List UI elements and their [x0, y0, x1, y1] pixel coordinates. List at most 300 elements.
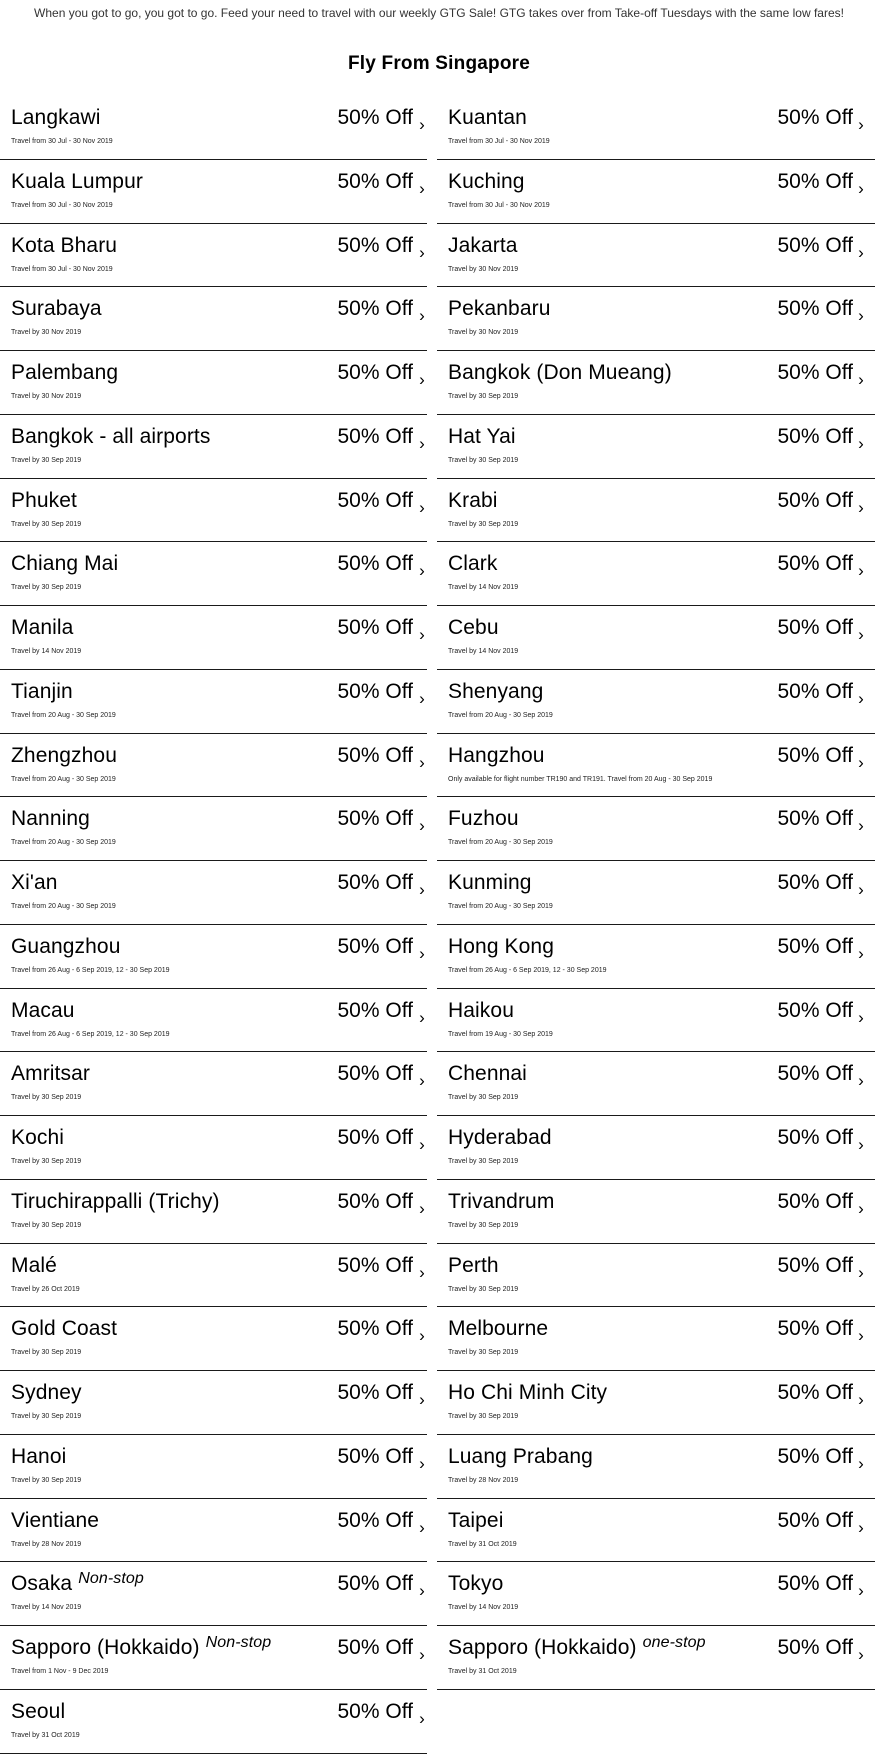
destination-row [0, 606, 878, 670]
chevron-right-icon: › [419, 1453, 425, 1473]
chevron-right-icon: › [419, 1581, 425, 1601]
discount-label: 50% Off [337, 233, 413, 257]
city-name: Hangzhou [448, 743, 545, 767]
travel-period: Travel by 30 Sep 2019 [448, 1094, 519, 1102]
destination-link[interactable] [0, 1626, 427, 1690]
chevron-right-icon: › [419, 178, 425, 198]
travel-period: Travel from 1 Nov - 9 Dec 2019 [11, 1668, 109, 1675]
discount-label: 50% Off [337, 679, 413, 703]
travel-period: Travel by 30 Sep 2019 [11, 1221, 82, 1229]
destination-link[interactable] [0, 1499, 427, 1563]
city-name: Langkawi [11, 106, 101, 129]
travel-period: Travel from 20 Aug - 30 Sep 2019 [11, 775, 116, 783]
city-name: Manila [11, 616, 74, 639]
chevron-right-icon: › [419, 433, 425, 453]
destination-link[interactable] [0, 224, 427, 288]
destination-row [0, 797, 878, 861]
city-name: Pekanbaru [448, 297, 551, 321]
destination-row [0, 1435, 878, 1499]
discount-label: 50% Off [777, 1189, 853, 1213]
route-tag: Non-stop [205, 1634, 272, 1651]
travel-period: Travel from 30 Jul - 30 Nov 2019 [11, 265, 113, 273]
destination-city [11, 744, 117, 768]
discount-label: 50% Off [337, 1126, 413, 1149]
city-name: Surabaya [11, 297, 102, 321]
city-name: Hat Yai [448, 424, 516, 448]
destination-city [448, 999, 514, 1023]
discount-label: 50% Off [777, 1253, 853, 1277]
travel-period: Travel from 20 Aug - 30 Sep 2019 [11, 839, 116, 847]
destination-link[interactable] [437, 542, 875, 606]
destination-link[interactable] [437, 96, 875, 160]
destination-link[interactable] [0, 1690, 427, 1754]
chevron-right-icon: › [419, 370, 425, 389]
discount-label: 50% Off [337, 807, 413, 831]
destination-city [11, 1636, 271, 1660]
city-name: Melbourne [448, 1317, 549, 1341]
city-name: Bangkok - all airports [11, 424, 211, 448]
travel-period: Travel by 30 Sep 2019 [448, 393, 519, 400]
discount-label: 50% Off [777, 1572, 853, 1596]
destination-link[interactable] [437, 1562, 875, 1626]
travel-period: Travel by 30 Sep 2019 [448, 1158, 519, 1165]
discount-label: 50% Off [777, 1126, 853, 1149]
city-name: Haikou [448, 998, 514, 1022]
destination-row [0, 1116, 878, 1180]
destination-city [448, 935, 554, 959]
destination-city [448, 234, 518, 258]
discount-label: 50% Off [337, 361, 413, 384]
discount-label: 50% Off [337, 1189, 413, 1213]
destination-link[interactable] [437, 861, 875, 925]
travel-period: Travel by 26 Oct 2019 [11, 1285, 80, 1293]
destination-city [448, 1636, 706, 1660]
destination-link[interactable] [437, 1307, 875, 1371]
destination-link[interactable] [437, 1116, 875, 1180]
chevron-right-icon: › [858, 1453, 864, 1473]
destination-city [448, 552, 498, 576]
destination-link[interactable] [437, 1626, 875, 1690]
city-name: Xi'an [11, 871, 58, 894]
destination-city [11, 1572, 144, 1596]
city-name: Tiruchirappalli (Trichy) [11, 1189, 220, 1213]
chevron-right-icon: › [858, 625, 864, 644]
city-name: Amritsar [11, 1062, 90, 1086]
destination-row [0, 1244, 878, 1308]
destination-city [11, 1254, 57, 1278]
chevron-right-icon: › [858, 497, 864, 517]
destination-link[interactable] [0, 1244, 427, 1308]
chevron-right-icon: › [419, 306, 425, 326]
travel-period: Travel by 30 Nov 2019 [448, 265, 519, 273]
destination-link[interactable] [437, 797, 875, 861]
destination-city [448, 1062, 527, 1086]
travel-period: Travel from 20 Aug - 30 Sep 2019 [448, 711, 553, 719]
destination-link[interactable] [437, 989, 875, 1053]
city-name: Kota Bharu [11, 233, 118, 257]
destination-city [11, 616, 73, 640]
discount-label: 50% Off [777, 1444, 853, 1468]
destination-row [0, 1562, 878, 1626]
discount-label: 50% Off [777, 998, 853, 1022]
city-name: Hyderabad [448, 1126, 552, 1149]
destination-row [0, 734, 878, 798]
city-name: Bangkok (Don Mueang) [448, 361, 672, 384]
destination-link[interactable] [437, 670, 875, 734]
destination-city [448, 170, 525, 194]
destination-city [11, 1700, 65, 1724]
chevron-right-icon: › [419, 752, 425, 772]
travel-period: Travel by 28 Nov 2019 [11, 1540, 82, 1548]
city-name: Vientiane [11, 1508, 100, 1532]
destination-city [11, 234, 117, 258]
destination-city [11, 1381, 82, 1405]
destination-city [448, 361, 672, 385]
travel-period: Travel by 30 Sep 2019 [11, 1413, 82, 1420]
destination-city [11, 999, 75, 1023]
discount-label: 50% Off [337, 1699, 413, 1723]
city-name: Shenyang [448, 679, 544, 703]
city-name: Malé [11, 1253, 57, 1277]
chevron-right-icon: › [419, 1326, 425, 1346]
chevron-right-icon: › [419, 1390, 425, 1409]
discount-label: 50% Off [337, 1572, 413, 1596]
discount-label: 50% Off [337, 998, 413, 1022]
destination-city [11, 1062, 90, 1086]
destination-city [11, 489, 77, 513]
destination-link[interactable] [437, 1435, 875, 1499]
chevron-right-icon: › [858, 1390, 864, 1409]
discount-label: 50% Off [337, 1381, 413, 1404]
chevron-right-icon: › [858, 433, 864, 453]
travel-period: Travel from 30 Jul - 30 Nov 2019 [448, 201, 550, 209]
travel-period: Travel by 28 Nov 2019 [448, 1476, 519, 1484]
discount-label: 50% Off [777, 679, 853, 703]
discount-label: 50% Off [337, 616, 413, 639]
destination-link[interactable] [0, 351, 427, 415]
city-name: Chiang Mai [11, 552, 119, 576]
travel-period: Travel by 30 Sep 2019 [11, 456, 82, 464]
chevron-right-icon: › [419, 1645, 425, 1664]
city-name: Zhengzhou [11, 743, 117, 767]
discount-label: 50% Off [777, 1636, 853, 1659]
city-name: Perth [448, 1253, 499, 1277]
discount-label: 50% Off [337, 871, 413, 894]
destination-city [11, 170, 143, 194]
travel-period: Travel by 30 Nov 2019 [448, 329, 519, 337]
travel-period: Travel from 26 Aug - 6 Sep 2019, 12 - 30 Sep 2019 [11, 966, 170, 974]
chevron-right-icon: › [858, 178, 864, 198]
destination-link[interactable] [437, 1244, 875, 1308]
travel-period: Travel by 14 Nov 2019 [11, 1604, 82, 1612]
chevron-right-icon: › [419, 880, 425, 899]
destination-city [11, 935, 121, 959]
city-name: Guangzhou [11, 934, 121, 958]
travel-period: Travel by 30 Sep 2019 [11, 1158, 82, 1165]
city-name: Macau [11, 998, 75, 1022]
destination-link[interactable] [0, 1307, 427, 1371]
destination-link[interactable] [0, 1052, 427, 1116]
travel-period: Travel by 30 Sep 2019 [448, 456, 519, 464]
chevron-right-icon: › [858, 115, 864, 134]
discount-label: 50% Off [777, 1062, 853, 1086]
discount-label: 50% Off [777, 297, 853, 321]
travel-period: Travel by 30 Nov 2019 [11, 393, 82, 400]
destination-city [448, 489, 498, 513]
city-name: Cebu [448, 616, 499, 639]
travel-period: Only available for flight number TR190 and TR191. Travel from 20 Aug - 30 Sep 2019 [448, 775, 713, 783]
chevron-right-icon: › [858, 943, 864, 963]
destination-link[interactable] [437, 606, 875, 670]
destination-row [0, 542, 878, 606]
destination-city [448, 297, 550, 321]
travel-period: Travel by 30 Nov 2019 [11, 329, 82, 337]
city-name: Jakarta [448, 233, 518, 257]
city-name: Sydney [11, 1381, 82, 1404]
destination-row [0, 925, 878, 989]
destination-link[interactable] [437, 351, 875, 415]
city-name: Osaka [11, 1572, 73, 1596]
destination-city [448, 1381, 607, 1405]
chevron-right-icon: › [858, 1135, 864, 1154]
city-name: Taipei [448, 1508, 504, 1532]
destination-city [448, 1445, 593, 1469]
destination-link[interactable] [0, 1371, 427, 1435]
destination-city [448, 871, 532, 895]
destination-link[interactable] [0, 479, 427, 543]
travel-period: Travel by 30 Sep 2019 [448, 1349, 519, 1357]
destination-link[interactable] [437, 479, 875, 543]
destination-row [0, 479, 878, 543]
city-name: Trivandrum [448, 1189, 555, 1213]
destination-city [448, 1572, 503, 1596]
intro-text: When you got to go, you got to go. Feed your need to travel with our weekly GTG Sale! GTG takes over from Take-off Tuesdays with the same low fares! [34, 6, 844, 20]
travel-period: Travel from 30 Jul - 30 Nov 2019 [11, 138, 113, 145]
destination-link[interactable] [437, 160, 875, 224]
destination-row [0, 1180, 878, 1244]
destination-city [11, 871, 58, 895]
discount-label: 50% Off [337, 1444, 413, 1468]
destination-link[interactable] [0, 989, 427, 1053]
destination-link[interactable] [437, 287, 875, 351]
travel-period: Travel from 20 Aug - 30 Sep 2019 [11, 903, 116, 910]
discount-label: 50% Off [337, 488, 413, 512]
discount-label: 50% Off [777, 1381, 853, 1404]
destination-link[interactable] [437, 1180, 875, 1244]
discount-label: 50% Off [777, 1317, 853, 1341]
destination-city [448, 1317, 548, 1341]
destination-link[interactable] [0, 1116, 427, 1180]
city-name: Palembang [11, 361, 119, 384]
city-name: Kuching [448, 169, 525, 193]
destination-link[interactable] [437, 734, 875, 798]
destination-link[interactable] [0, 287, 427, 351]
travel-period: Travel by 30 Sep 2019 [448, 1221, 519, 1229]
destination-city [11, 807, 90, 831]
travel-period: Travel from 30 Jul - 30 Nov 2019 [11, 201, 113, 209]
chevron-right-icon: › [419, 688, 425, 708]
chevron-right-icon: › [419, 943, 425, 963]
chevron-right-icon: › [858, 1645, 864, 1664]
chevron-right-icon: › [858, 1007, 864, 1027]
discount-label: 50% Off [337, 1508, 413, 1532]
city-name: Kochi [11, 1126, 65, 1149]
discount-label: 50% Off [337, 297, 413, 321]
travel-period: Travel from 19 Aug - 30 Sep 2019 [448, 1030, 553, 1038]
discount-label: 50% Off [777, 361, 853, 384]
chevron-right-icon: › [858, 1581, 864, 1601]
destination-link[interactable] [0, 734, 427, 798]
discount-label: 50% Off [777, 106, 853, 129]
travel-period: Travel by 30 Sep 2019 [11, 1476, 82, 1484]
chevron-right-icon: › [858, 370, 864, 389]
chevron-right-icon: › [858, 1517, 864, 1537]
chevron-right-icon: › [419, 816, 425, 836]
travel-period: Travel by 30 Sep 2019 [448, 520, 519, 528]
destination-link[interactable] [0, 415, 427, 479]
chevron-right-icon: › [419, 561, 425, 581]
destination-link[interactable] [437, 1499, 875, 1563]
destination-city [11, 1317, 117, 1341]
travel-period: Travel from 20 Aug - 30 Sep 2019 [448, 839, 553, 847]
destination-link[interactable] [0, 1180, 427, 1244]
destination-link[interactable] [0, 606, 427, 670]
route-tag: Non-stop [78, 1570, 144, 1588]
route-tag: one-stop [642, 1634, 706, 1651]
destination-link[interactable] [0, 96, 427, 160]
destination-row [0, 1690, 878, 1754]
discount-label: 50% Off [337, 1253, 413, 1277]
destination-link[interactable] [0, 670, 427, 734]
city-name: Kuala Lumpur [11, 169, 143, 193]
destination-link[interactable] [0, 925, 427, 989]
city-name: Ho Chi Minh City [448, 1381, 608, 1404]
destination-link[interactable] [437, 1371, 875, 1435]
discount-label: 50% Off [337, 424, 413, 448]
destination-link[interactable] [437, 415, 875, 479]
destination-row [0, 989, 878, 1053]
chevron-right-icon: › [419, 1135, 425, 1154]
discount-label: 50% Off [777, 743, 853, 767]
city-name: Hong Kong [448, 934, 554, 958]
destination-link[interactable] [0, 1435, 427, 1499]
discount-label: 50% Off [777, 616, 853, 639]
city-name: Sapporo (Hokkaido) [11, 1636, 200, 1659]
destination-link[interactable] [437, 925, 875, 989]
chevron-right-icon: › [419, 1198, 425, 1218]
chevron-right-icon: › [858, 816, 864, 836]
city-name: Luang Prabang [448, 1444, 593, 1468]
travel-period: Travel from 30 Jul - 30 Nov 2019 [448, 138, 550, 145]
destination-city [11, 1445, 66, 1469]
city-name: Nanning [11, 807, 90, 831]
chevron-right-icon: › [419, 1071, 425, 1091]
city-name: Phuket [11, 488, 77, 512]
destination-row [0, 160, 878, 224]
city-name: Fuzhou [448, 807, 519, 831]
discount-label: 50% Off [777, 552, 853, 576]
destination-city [11, 552, 118, 576]
discount-label: 50% Off [337, 169, 413, 193]
destination-row [0, 1626, 878, 1690]
chevron-right-icon: › [419, 242, 425, 262]
chevron-right-icon: › [858, 1326, 864, 1346]
travel-period: Travel by 14 Nov 2019 [11, 648, 82, 655]
destination-link[interactable] [0, 861, 427, 925]
section-heading: Fly From Singapore [347, 53, 530, 74]
discount-label: 50% Off [337, 1062, 413, 1086]
chevron-right-icon: › [858, 1071, 864, 1091]
destination-link[interactable] [0, 160, 427, 224]
chevron-right-icon: › [419, 1262, 425, 1282]
destination-city [11, 680, 73, 704]
destination-city [448, 744, 545, 768]
destination-link[interactable] [0, 542, 427, 606]
destination-city [11, 1126, 64, 1150]
destination-link[interactable] [0, 797, 427, 861]
travel-period: Travel from 20 Aug - 30 Sep 2019 [448, 903, 553, 910]
destination-city [11, 361, 118, 385]
discount-label: 50% Off [337, 1317, 413, 1341]
discount-label: 50% Off [777, 169, 853, 193]
travel-period: Travel by 14 Nov 2019 [448, 648, 519, 655]
city-name: Kuantan [448, 106, 527, 129]
destination-row [0, 1052, 878, 1116]
destination-city [11, 425, 210, 449]
discount-label: 50% Off [777, 424, 853, 448]
travel-period: Travel by 30 Sep 2019 [11, 584, 82, 592]
city-name: Clark [448, 552, 498, 576]
destination-row [0, 1307, 878, 1371]
city-name: Gold Coast [11, 1317, 118, 1341]
destination-row [0, 287, 878, 351]
destination-city [448, 616, 499, 640]
chevron-right-icon: › [419, 497, 425, 517]
destination-row [0, 96, 878, 160]
destination-link[interactable] [437, 224, 875, 288]
destination-city [11, 1509, 99, 1533]
travel-period: Travel by 14 Nov 2019 [448, 1604, 519, 1612]
destination-city [448, 106, 527, 130]
chevron-right-icon: › [858, 561, 864, 581]
travel-period: Travel by 30 Sep 2019 [11, 520, 82, 528]
destination-city [11, 106, 101, 130]
city-name: Sapporo (Hokkaido) [448, 1636, 637, 1659]
destination-link[interactable] [0, 1562, 427, 1626]
destination-link[interactable] [437, 1052, 875, 1116]
destination-row [0, 415, 878, 479]
travel-period: Travel by 14 Nov 2019 [448, 584, 519, 592]
chevron-right-icon: › [419, 115, 425, 134]
city-name: Chennai [448, 1062, 527, 1086]
destination-grid [0, 96, 878, 1754]
travel-period: Travel by 30 Sep 2019 [448, 1413, 519, 1420]
city-name: Seoul [11, 1699, 66, 1723]
destination-row [0, 224, 878, 288]
destination-row [0, 1499, 878, 1563]
destination-city [448, 1126, 552, 1150]
chevron-right-icon: › [858, 1198, 864, 1218]
destination-city [448, 680, 543, 704]
destination-city [448, 807, 519, 831]
travel-period: Travel by 30 Sep 2019 [11, 1349, 82, 1357]
destination-city [448, 1190, 554, 1214]
destination-city [448, 425, 516, 449]
destination-city [11, 297, 102, 321]
discount-label: 50% Off [337, 106, 413, 129]
destination-city [11, 1190, 220, 1214]
chevron-right-icon: › [858, 688, 864, 708]
